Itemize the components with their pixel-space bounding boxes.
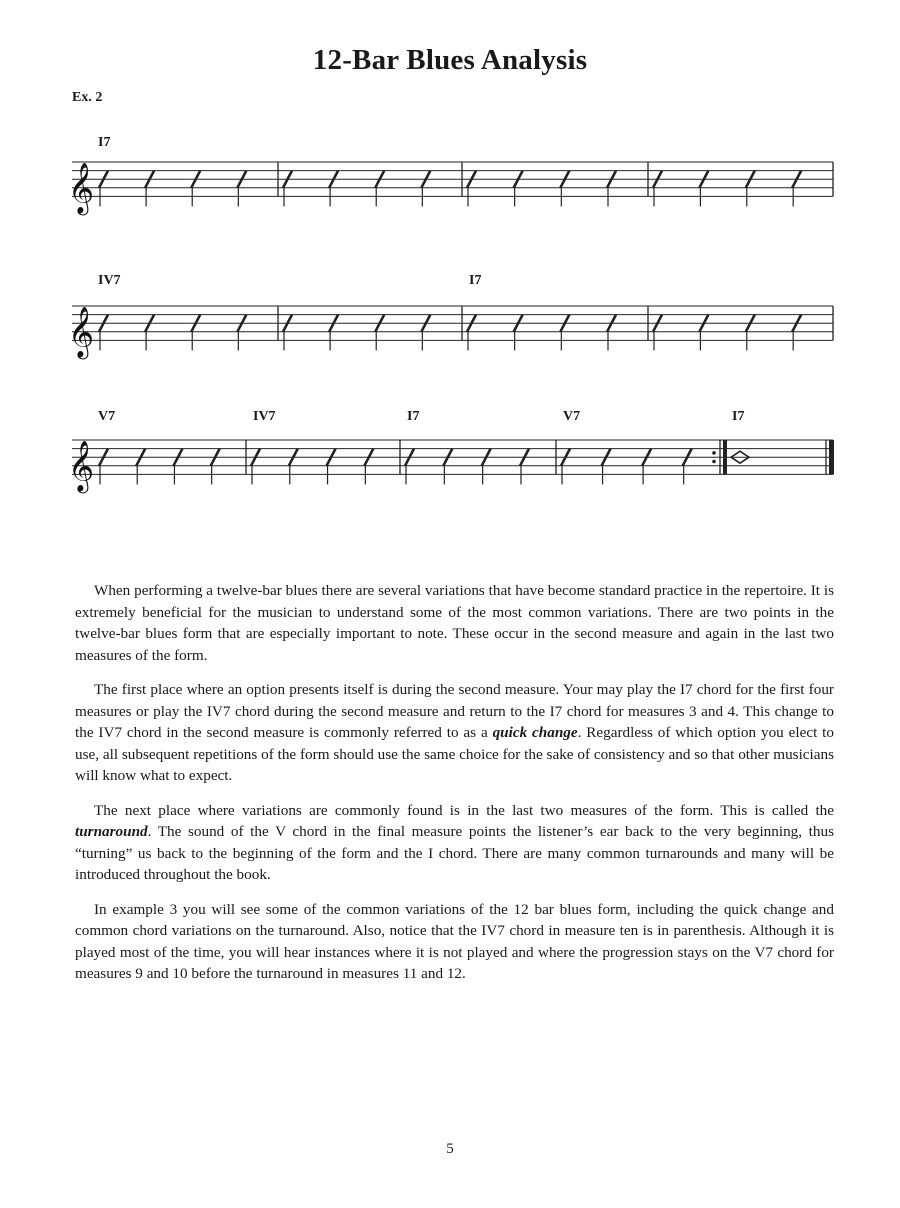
page-number: 5 — [446, 1141, 454, 1157]
chord-symbol: I7 — [732, 409, 745, 424]
staff-system-1 — [0, 120, 900, 220]
paragraph-2-text-a: The first place where an option presents itself is during the second measure. Your may play the I7 chord for the first four measures or play the IV7 chord during the second measure and return to the I7 chord for measures 3 and 4. This change to the IV7 chord in the second measure is commonly referred to as a — [75, 681, 834, 741]
paragraph-4-text: In example 3 you will see some of the common variations of the 12 bar blues form, including the quick change and common chord variations on the turnaround. Also, notice that the IV7 chord in measure ten is in parenthesis. Although it is played most of the time, you will hear instances where it is not played and where the progression stays on the V7 chord for measures 9 and 10 before the turnaround in measures 11 and 12. — [75, 900, 834, 982]
turnaround-term: turnaround — [75, 823, 148, 840]
chord-symbol: V7 — [98, 409, 116, 424]
chord-symbol: V7 — [563, 409, 581, 424]
final-barline-thick — [829, 440, 834, 474]
treble-clef-icon: 𝄞 — [68, 306, 95, 358]
page-title: 12-Bar Blues Analysis — [312, 44, 588, 76]
chord-symbol: I7 — [407, 409, 420, 424]
paragraph-4 — [75, 899, 834, 985]
repeat-thick-barline — [723, 440, 727, 474]
treble-clef-icon: 𝄞 — [68, 162, 95, 214]
example-label: Ex. 2 — [72, 90, 103, 105]
repeat-dot — [712, 451, 716, 455]
paragraph-2-text-b: . Regardless of which option you elect to use, all subsequent repetitions of the form should use the same choice for the sake of consistency and so that other musicians will know what to expect. — [75, 724, 834, 784]
chord-symbol: IV7 — [98, 273, 121, 288]
repeat-dot — [712, 460, 716, 464]
chord-symbol: IV7 — [253, 409, 276, 424]
chord-symbol: I7 — [469, 273, 482, 288]
paragraph-3-text-b: . The sound of the V chord in the final measure points the listener’s ear back to the very beginning, thus “turning” us back to the beginning of the form and the I chord. There are many common turnarounds and many will be introduced throughout the book. — [75, 823, 834, 883]
body-text — [75, 580, 834, 998]
chord-symbol: I7 — [98, 135, 111, 150]
paragraph-1-text: When performing a twelve-bar blues there are several variations that have become standard practice in the repertoire. It is extremely beneficial for the musician to understand some of the most common variations. There are two points in the twelve-bar blues form that are especially important to note. These occur in the second measure and again in the last two measures of the form. — [75, 582, 834, 664]
treble-clef-icon: 𝄞 — [68, 440, 95, 492]
paragraph-1 — [75, 580, 834, 666]
paragraph-3-text-a: The next place where variations are commonly found is in the last two measures of the form. This is called the — [94, 801, 834, 819]
paragraph-3 — [75, 800, 834, 886]
paragraph-2 — [75, 679, 834, 787]
quick-change-term: quick change — [492, 724, 578, 741]
staff-system-2 — [0, 265, 900, 365]
staff-system-3 — [0, 400, 900, 500]
